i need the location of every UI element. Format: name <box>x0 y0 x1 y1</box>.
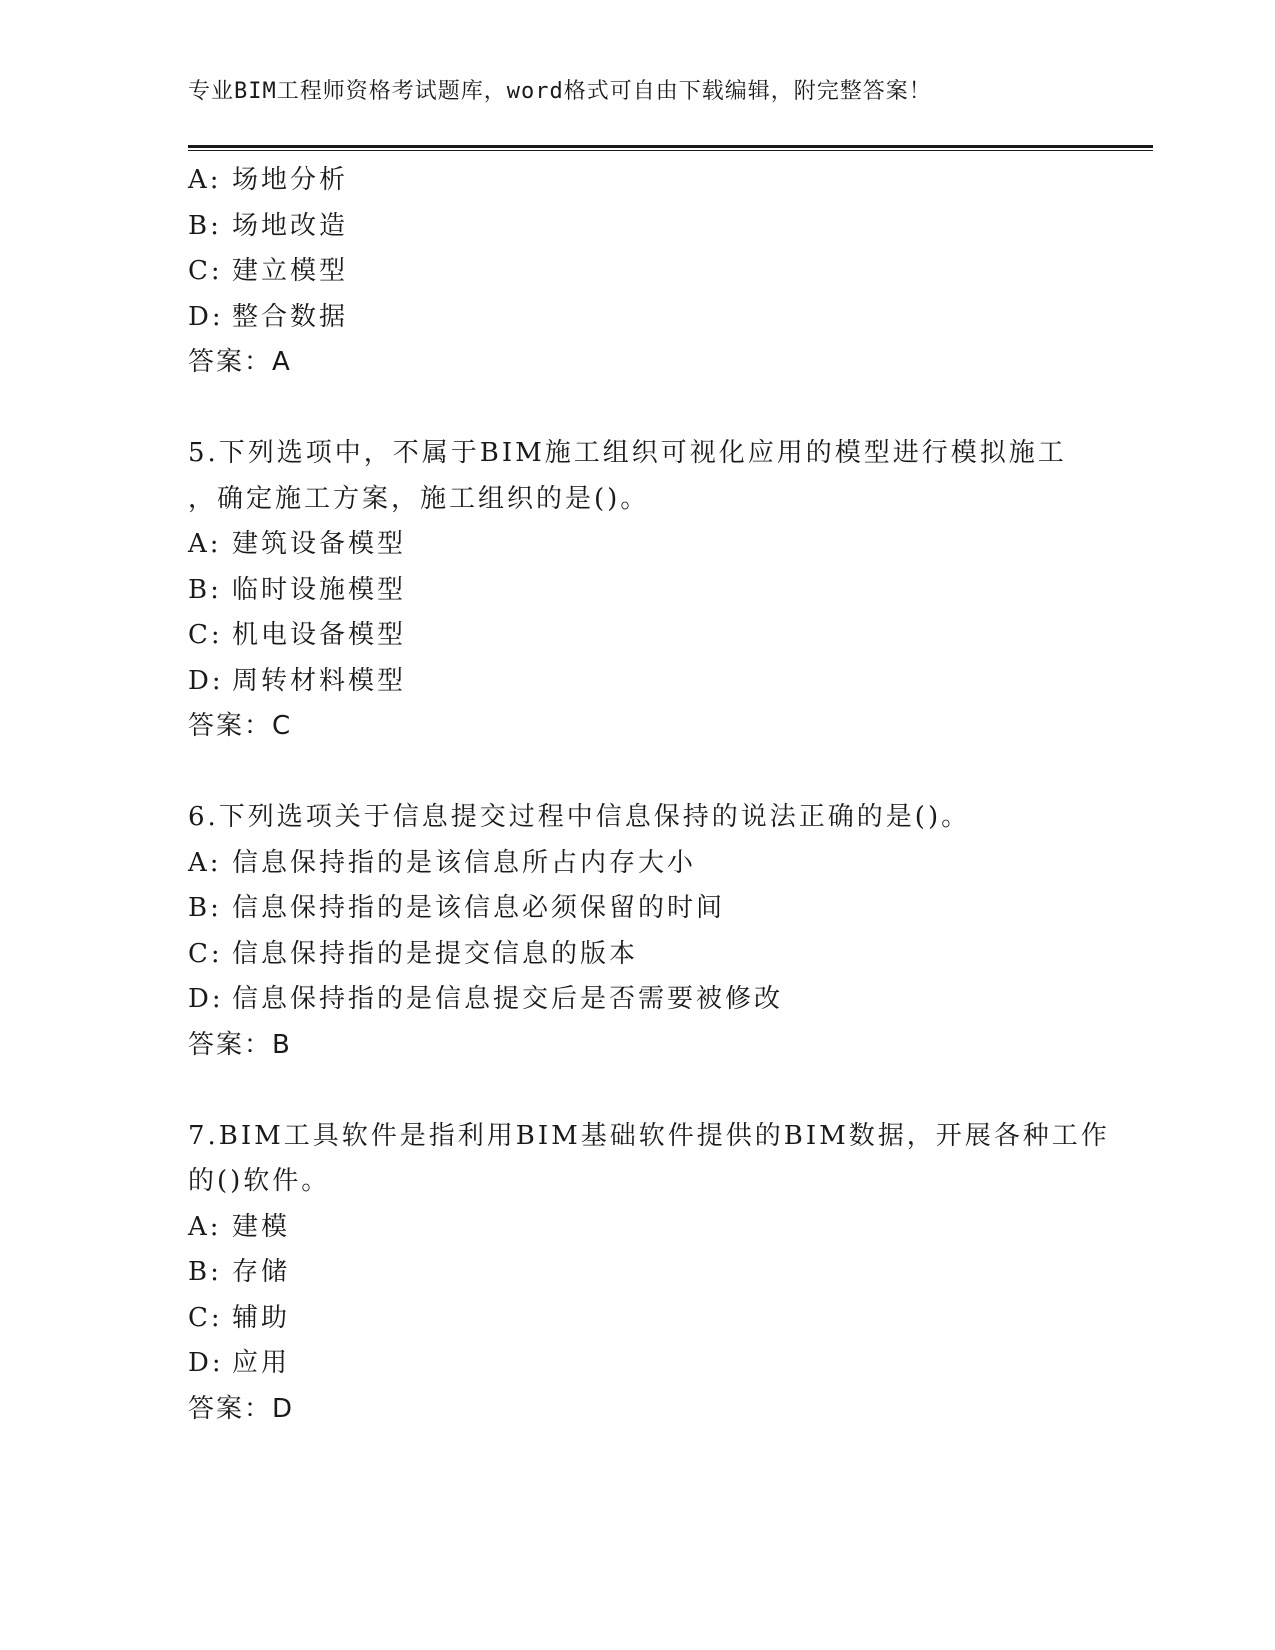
page-header: 专业BIM工程师资格考试题库，word格式可自由下载编辑，附完整答案！ <box>188 79 932 104</box>
question-5 <box>188 431 1108 750</box>
option-c: C: 机电设备模型 <box>188 620 407 650</box>
option-b: B: 临时设施模型 <box>188 574 407 605</box>
question-list <box>188 158 1108 1432</box>
option-d: D: 应用 <box>188 1348 291 1378</box>
answer-line: 答案：B <box>188 1029 292 1060</box>
answer-line: 答案：C <box>188 711 293 741</box>
header-rule-thin <box>188 150 1153 151</box>
spacer <box>188 386 1108 432</box>
option-a: A: 场地分析 <box>188 165 349 195</box>
option-a: A: 信息保持指的是该信息所占内存大小 <box>188 847 697 878</box>
question-7 <box>188 1114 1108 1433</box>
option-b: B: 信息保持指的是该信息必须保留的时间 <box>188 893 726 923</box>
option-d: D: 整合数据 <box>188 301 349 332</box>
question-stem: 6.下列选项关于信息提交过程中信息保持的说法正确的是()。 <box>188 802 971 832</box>
option-c: C: 建立模型 <box>188 256 349 286</box>
option-d: D: 周转材料模型 <box>188 665 407 696</box>
question-stem: 7.BIM工具软件是指利用BIM基础软件提供的BIM数据，开展各种工作 <box>188 1120 1110 1151</box>
option-c: C: 辅助 <box>188 1302 291 1333</box>
option-b: B: 场地改造 <box>188 210 349 241</box>
option-d: D: 信息保持指的是信息提交后是否需要被修改 <box>188 984 784 1014</box>
answer-line: 答案：A <box>188 347 292 377</box>
header-rule-thick <box>188 145 1153 148</box>
option-b: B: 存储 <box>188 1257 291 1287</box>
answer-line: 答案：D <box>188 1393 295 1424</box>
option-c: C: 信息保持指的是提交信息的版本 <box>188 938 639 969</box>
question-stem-continued: ，确定施工方案，施工组织的是()。 <box>188 483 650 514</box>
question-stem: 5.下列选项中，不属于BIM施工组织可视化应用的模型进行模拟施工 <box>188 438 1067 468</box>
question-4 <box>188 158 1108 386</box>
spacer <box>188 1068 1108 1114</box>
question-6 <box>188 795 1108 1068</box>
option-a: A: 建模 <box>188 1211 291 1242</box>
option-a: A: 建筑设备模型 <box>188 529 407 559</box>
question-stem-continued: 的()软件。 <box>188 1166 331 1196</box>
spacer <box>188 750 1108 796</box>
